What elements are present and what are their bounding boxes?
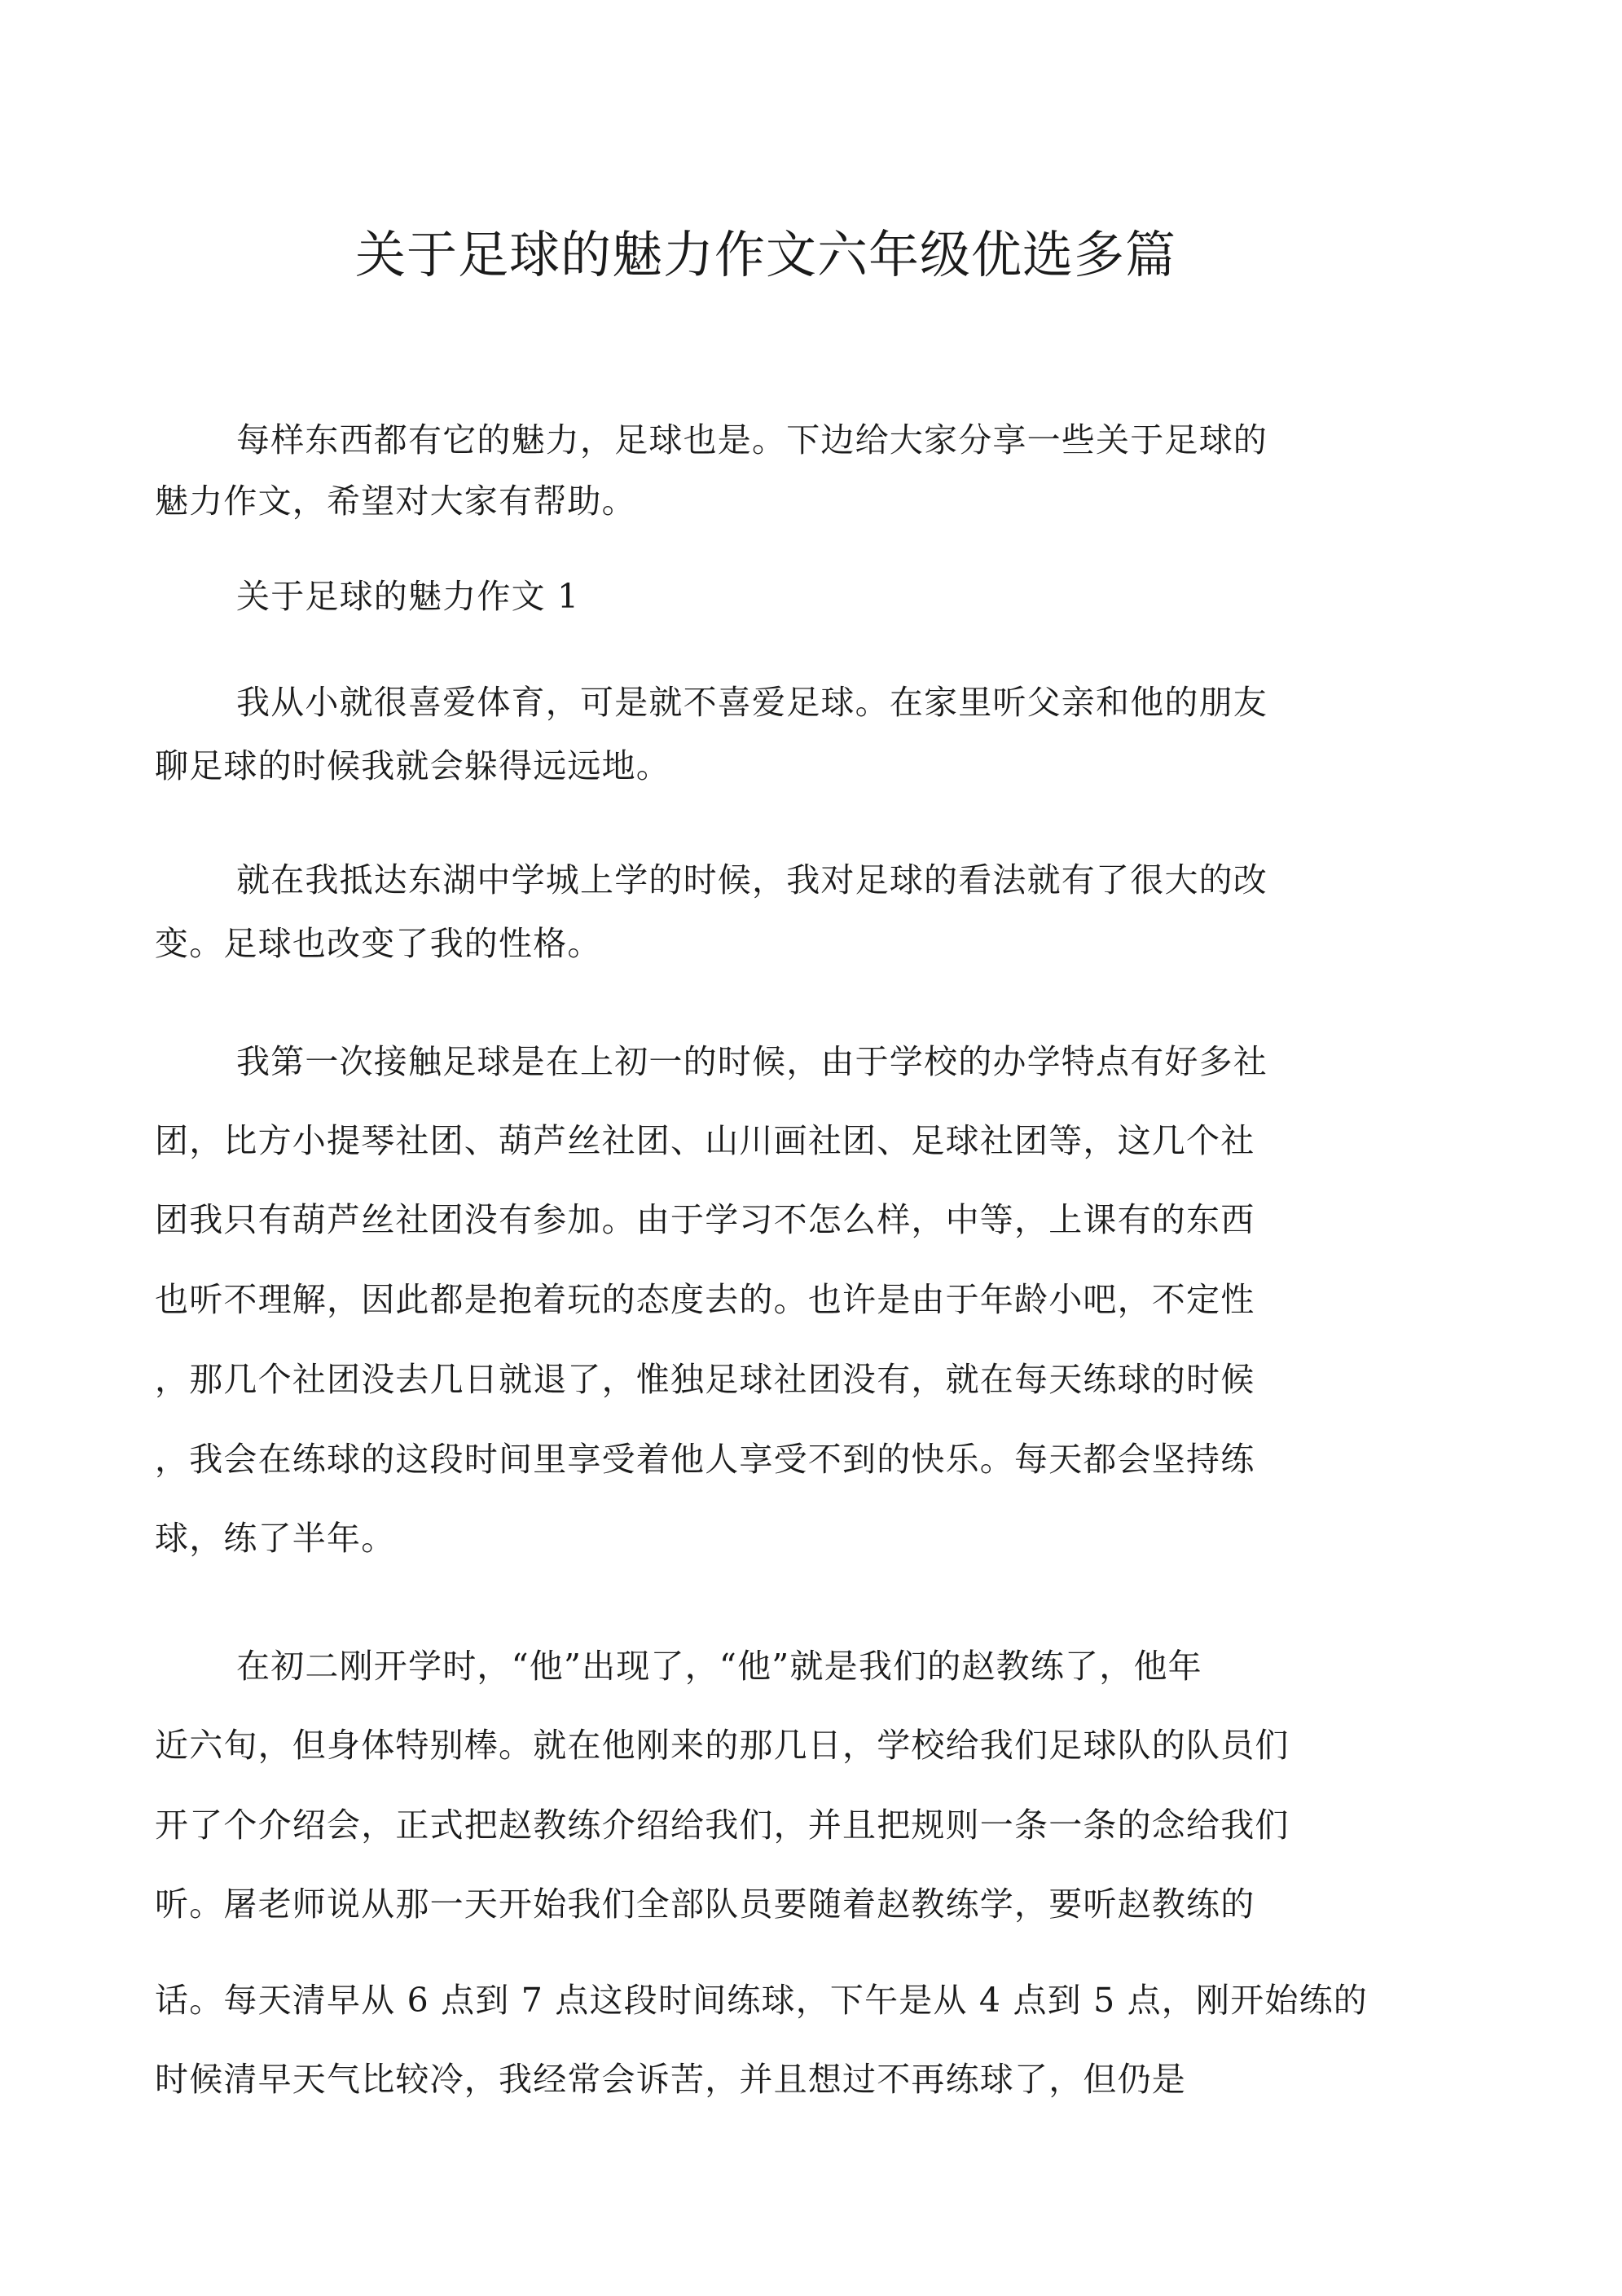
paragraph-line: 近六旬，但身体特别棒。就在他刚来的那几日，学校给我们足球队的队员们 (155, 1726, 1290, 1765)
paragraph-line: ，我会在练球的这段时间里享受着他人享受不到的快乐。每天都会坚持练 (155, 1440, 1255, 1479)
paragraph-line: ，那几个社团没去几日就退了，惟独足球社团没有，就在每天练球的时候 (155, 1360, 1255, 1399)
paragraph-line: 听。屠老师说从那一天开始我们全部队员要随着赵教练学，要听赵教练的 (155, 1885, 1255, 1924)
paragraph-line: 也听不理解，因此都是抱着玩的态度去的。也许是由于年龄小吧，不定性 (155, 1280, 1255, 1319)
paragraph-line: 变。足球也改变了我的性格。 (155, 924, 602, 963)
paragraph-line: 话。每天清早从 6 点到 7 点这段时间练球，下午是从 4 点到 5 点，刚开始练的 (155, 1981, 1369, 2020)
section-heading: 关于足球的魅力作文 1 (236, 577, 580, 616)
paragraph-line: 团我只有葫芦丝社团没有参加。由于学习不怎么样，中等，上课有的东西 (155, 1200, 1255, 1239)
paragraph-line: 时候清早天气比较冷，我经常会诉苦，并且想过不再练球了，但仍是 (155, 2060, 1186, 2099)
paragraph-line: 聊足球的时候我就会躲得远远地。 (155, 746, 670, 785)
paragraph-line: 我从小就很喜爱体育，可是就不喜爱足球。在家里听父亲和他的朋友 (236, 683, 1268, 722)
paragraph-line: 开了个介绍会，正式把赵教练介绍给我们，并且把规则一条一条的念给我们 (155, 1806, 1290, 1845)
paragraph-line: 我第一次接触足球是在上初一的时候，由于学校的办学特点有好多社 (236, 1042, 1268, 1081)
paragraph-line: 团，比方小提琴社团、葫芦丝社团、山川画社团、足球社团等，这几个社 (155, 1121, 1255, 1160)
paragraph-line: 就在我抵达东湖中学城上学的时候，我对足球的看法就有了很大的改 (236, 860, 1268, 899)
paragraph-line: 魅力作文，希望对大家有帮助。 (155, 482, 636, 521)
document-title: 关于足球的魅力作文六年级优选多篇 (354, 225, 1176, 284)
paragraph-line: 在初二刚开学时，“他”出现了，“他”就是我们的赵教练了，他年 (236, 1647, 1202, 1686)
paragraph-line: 每样东西都有它的魅力，足球也是。下边给大家分享一些关于足球的 (236, 420, 1268, 460)
paragraph-line: 球，练了半年。 (155, 1519, 396, 1558)
